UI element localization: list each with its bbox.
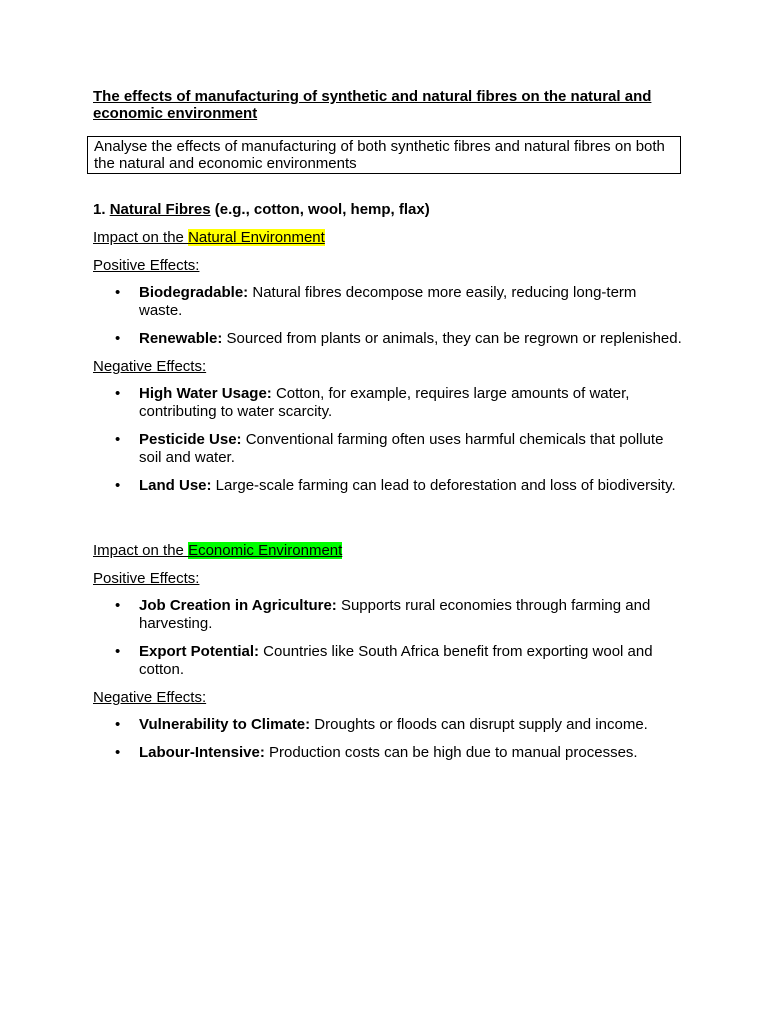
economic-env-highlight: Economic Environment — [188, 542, 343, 559]
bullet-icon: • — [115, 477, 121, 494]
section-heading-natural-fibres — [93, 201, 683, 219]
list-item-term: Vulnerability to Climate: — [139, 716, 311, 733]
task-box: Analyse the effects of manufacturing of both synthetic fibres and natural fibres on both the natural and economic environments — [87, 136, 681, 174]
economic-negative-label: Negative Effects: — [93, 689, 207, 706]
list-item-term: Land Use: — [139, 477, 212, 494]
list-item-term: Renewable: — [139, 330, 223, 347]
natural-negative-list — [93, 385, 683, 495]
economic-env-prefix: Impact on the — [93, 542, 189, 559]
list-item-term: Job Creation in Agriculture: — [139, 597, 337, 614]
natural-env-highlight: Natural Environment — [188, 229, 325, 246]
economic-positive-list — [93, 597, 683, 679]
list-item — [93, 716, 683, 734]
bullet-icon: • — [115, 431, 121, 448]
list-item-term: Labour-Intensive: — [139, 744, 265, 761]
natural-positive-list — [93, 284, 683, 348]
list-item — [93, 284, 683, 320]
natural-negative-label: Negative Effects: — [93, 358, 207, 375]
list-item-text: Natural fibres decompose more easily, reducing long-term waste. — [139, 284, 637, 319]
list-item-text: Droughts or floods can disrupt supply and income. — [310, 716, 648, 733]
list-item-term: High Water Usage: — [139, 385, 272, 402]
list-item-term: Pesticide Use: — [139, 431, 242, 448]
list-item-text: Countries like South Africa benefit from exporting wool and cotton. — [139, 643, 653, 678]
natural-positive-label: Positive Effects: — [93, 257, 200, 274]
list-item — [93, 330, 683, 348]
list-item-term: Export Potential: — [139, 643, 260, 660]
list-item — [93, 744, 683, 762]
list-item-text: Conventional farming often uses harmful chemicals that pollute soil and water. — [139, 431, 664, 466]
list-item-text: Cotton, for example, requires large amounts of water, contributing to water scarcity. — [139, 385, 630, 420]
list-item — [93, 597, 683, 633]
document-page — [93, 88, 683, 772]
list-item-text: Production costs can be high due to manual processes. — [264, 744, 638, 761]
list-item — [93, 385, 683, 421]
list-item — [93, 643, 683, 679]
bullet-icon: • — [115, 330, 121, 347]
document-title: The effects of manufacturing of synthetic and natural fibres on the natural and economic environment — [93, 88, 652, 122]
bullet-icon: • — [115, 744, 121, 761]
section-examples: (e.g., cotton, wool, hemp, flax) — [214, 201, 430, 218]
list-item-text: Supports rural economies through farming and harvesting. — [139, 597, 651, 632]
economic-positive-label: Positive Effects: — [93, 570, 200, 587]
bullet-icon: • — [115, 385, 121, 402]
section-number: 1. — [93, 201, 106, 218]
section-name: Natural Fibres — [109, 201, 211, 218]
economic-env-heading — [93, 542, 683, 560]
bullet-icon: • — [115, 643, 121, 660]
bullet-icon: • — [115, 716, 121, 733]
economic-negative-list — [93, 716, 683, 762]
list-item-text: Large-scale farming can lead to deforestation and loss of biodiversity. — [211, 477, 676, 494]
list-item — [93, 431, 683, 467]
list-item — [93, 477, 683, 495]
natural-env-heading — [93, 229, 683, 247]
bullet-icon: • — [115, 597, 121, 614]
list-item-text: Sourced from plants or animals, they can be regrown or replenished. — [222, 330, 682, 347]
natural-env-prefix: Impact on the — [93, 229, 189, 246]
list-item-term: Biodegradable: — [139, 284, 249, 301]
bullet-icon: • — [115, 284, 121, 301]
